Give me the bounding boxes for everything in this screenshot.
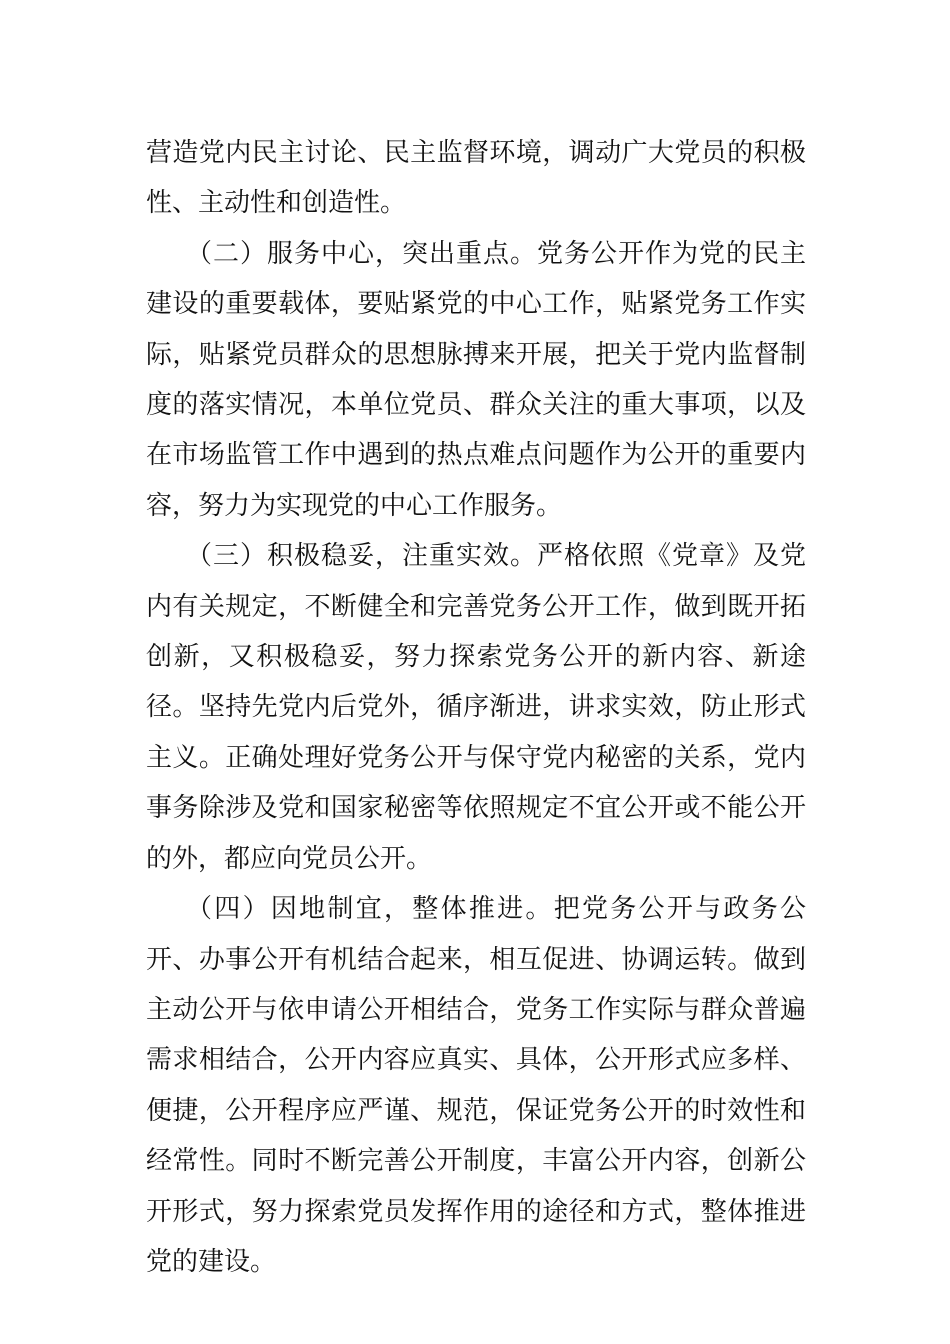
paragraph-continuation: 营造党内民主讨论、民主监督环境，调动广大党员的积极性、主动性和创造性。 [146,138,806,219]
document-body [146,128,806,1287]
paragraph-section-2: （二）服务中心，突出重点。党务公开作为党的民主建设的重要载体，要贴紧党的中心工作，贴紧党务工作实际，贴紧党员群众的思想脉搏来开展，把关于党内监督制度的落实情况，本单位党员、群众关注的重大事项，以及在市场监管工作中遇到的热点难点问题作为公开的重要内容，努力为实现党的中心工作服务。 [146,238,806,521]
paragraph-section-3: （三）积极稳妥，注重实效。严格依照《党章》及党内有关规定，不断健全和完善党务公开工作，做到既开拓创新，又积极稳妥，努力探索党务公开的新内容、新途径。坚持先党内后党外，循序渐进，讲求实效，防止形式主义。正确处理好党务公开与保守党内秘密的关系，党内事务除涉及党和国家秘密等依照规定不宜公开或不能公开的外，都应向党员公开。 [146,541,806,874]
paragraph-section-4: （四）因地制宜，整体推进。把党务公开与政务公开、办事公开有机结合起来，相互促进、协调运转。做到主动公开与依申请公开相结合，党务工作实际与群众普遍需求相结合，公开内容应真实、具体，公开形式应多样、便捷，公开程序应严谨、规范，保证党务公开的时效性和经常性。同时不断完善公开制度，丰富公开内容，创新公开形式，努力探索党员发挥作用的途径和方式，整体推进党的建设。 [146,894,806,1277]
